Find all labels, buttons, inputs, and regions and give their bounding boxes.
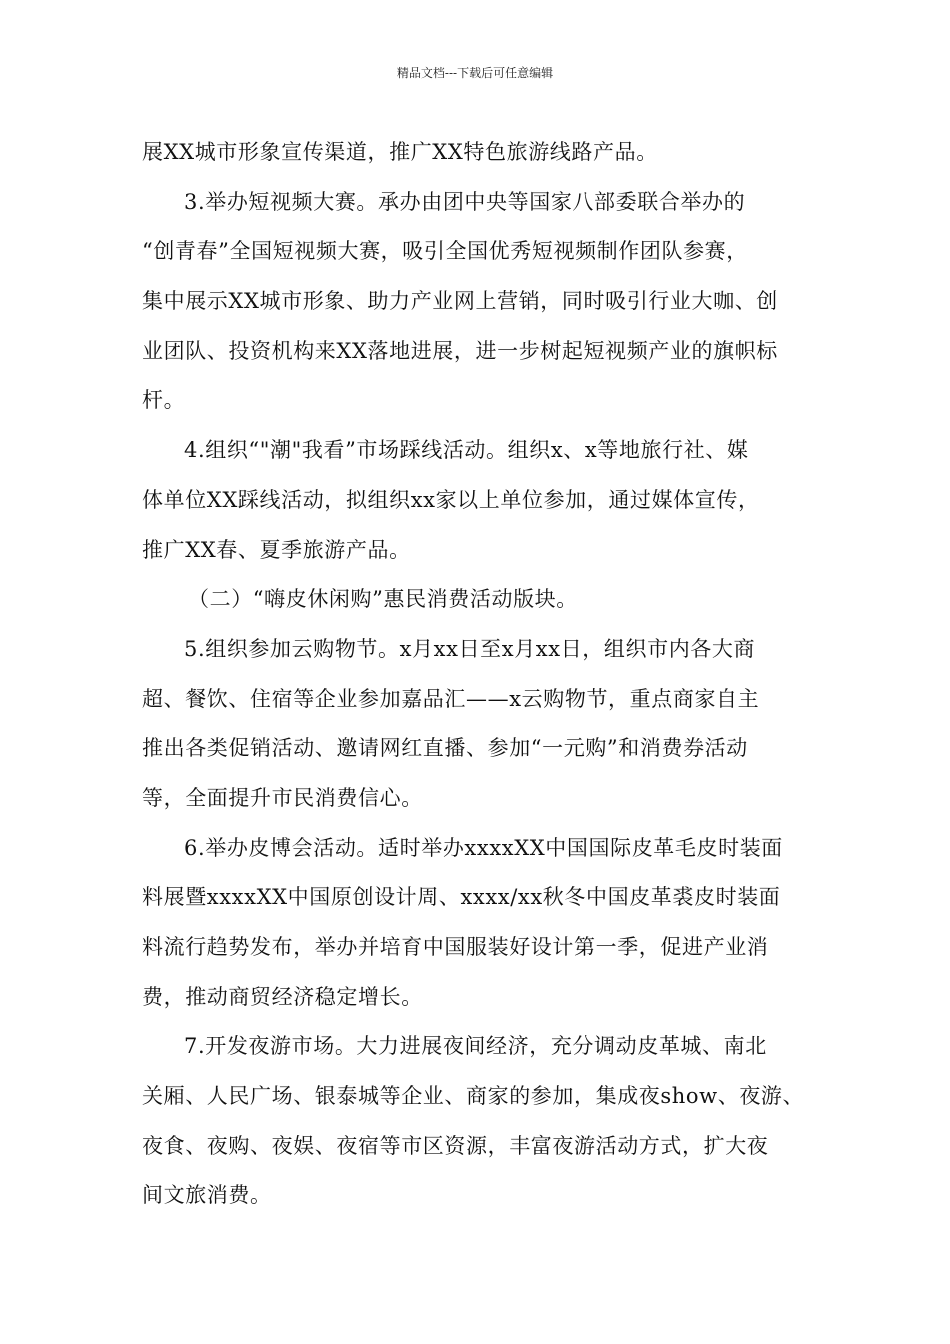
text-line: 间文旅消费。 (142, 1183, 272, 1208)
paragraph-heading-7: 7.开发夜游市场。大力进展夜间经济，充分调动皮革城、南北 (184, 1034, 767, 1059)
text-line: 料流行趋势发布，举办并培育中国服装好设计第一季，促进产业消 (142, 935, 769, 959)
text-line: 关厢、人民广场、银泰城等企业、商家的参加，集成夜show、夜游、 (142, 1084, 805, 1109)
paragraph-heading-3: 3.举办短视频大赛。承办由团中央等国家八部委联合举办的 (184, 189, 746, 214)
text-line: 杆。 (142, 388, 186, 413)
paragraph-heading-6: 6.举办皮博会活动。适时举办xxxxXX中国国际皮革毛皮时装面 (184, 835, 783, 860)
text-line: 料展暨xxxxXX中国原创设计周、xxxx/xx秋冬中国皮革裘皮时装面 (142, 885, 781, 910)
text-line: 体单位XX踩线活动，拟组织xx家以上单位参加，通过媒体宣传， (142, 487, 760, 512)
text-line: 业团队、投资机构来XX落地进展，进一步树起短视频产业的旗帜标 (142, 338, 778, 363)
text-line: 集中展示XX城市形象、助力产业网上营销，同时吸引行业大咖、创 (142, 289, 778, 314)
paragraph-heading-5: 5.组织参加云购物节。x月xx日至x月xx日，组织市内各大商 (184, 636, 756, 661)
text-line: 推广XX春、夏季旅游产品。 (142, 537, 411, 562)
text-line: 费，推动商贸经济稳定增长。 (142, 984, 423, 1009)
text-line: 等，全面提升市民消费信心。 (142, 785, 423, 810)
section-heading: （二）“嗨皮休闲购”惠民消费活动版块。 (188, 587, 578, 612)
text-line: 展XX城市形象宣传渠道，推广XX特色旅游线路产品。 (142, 140, 658, 164)
paragraph-heading-4: 4.组织“"潮"我看”市场踩线活动。组织x、x等地旅行社、媒 (184, 438, 749, 463)
page-header: 精品文档---下载后可任意编辑 (396, 66, 554, 80)
text-line: 超、餐饮、住宿等企业参加嘉品汇——x云购物节，重点商家自主 (142, 686, 760, 711)
document-body (142, 128, 810, 1221)
text-line: 夜食、夜购、夜娱、夜宿等市区资源，丰富夜游活动方式，扩大夜 (142, 1133, 769, 1158)
text-line: 推出各类促销活动、邀请网红直播、参加“一元购”和消费券活动 (142, 736, 748, 761)
text-line: “创青春”全国短视频大赛，吸引全国优秀短视频制作团队参赛， (142, 239, 748, 264)
